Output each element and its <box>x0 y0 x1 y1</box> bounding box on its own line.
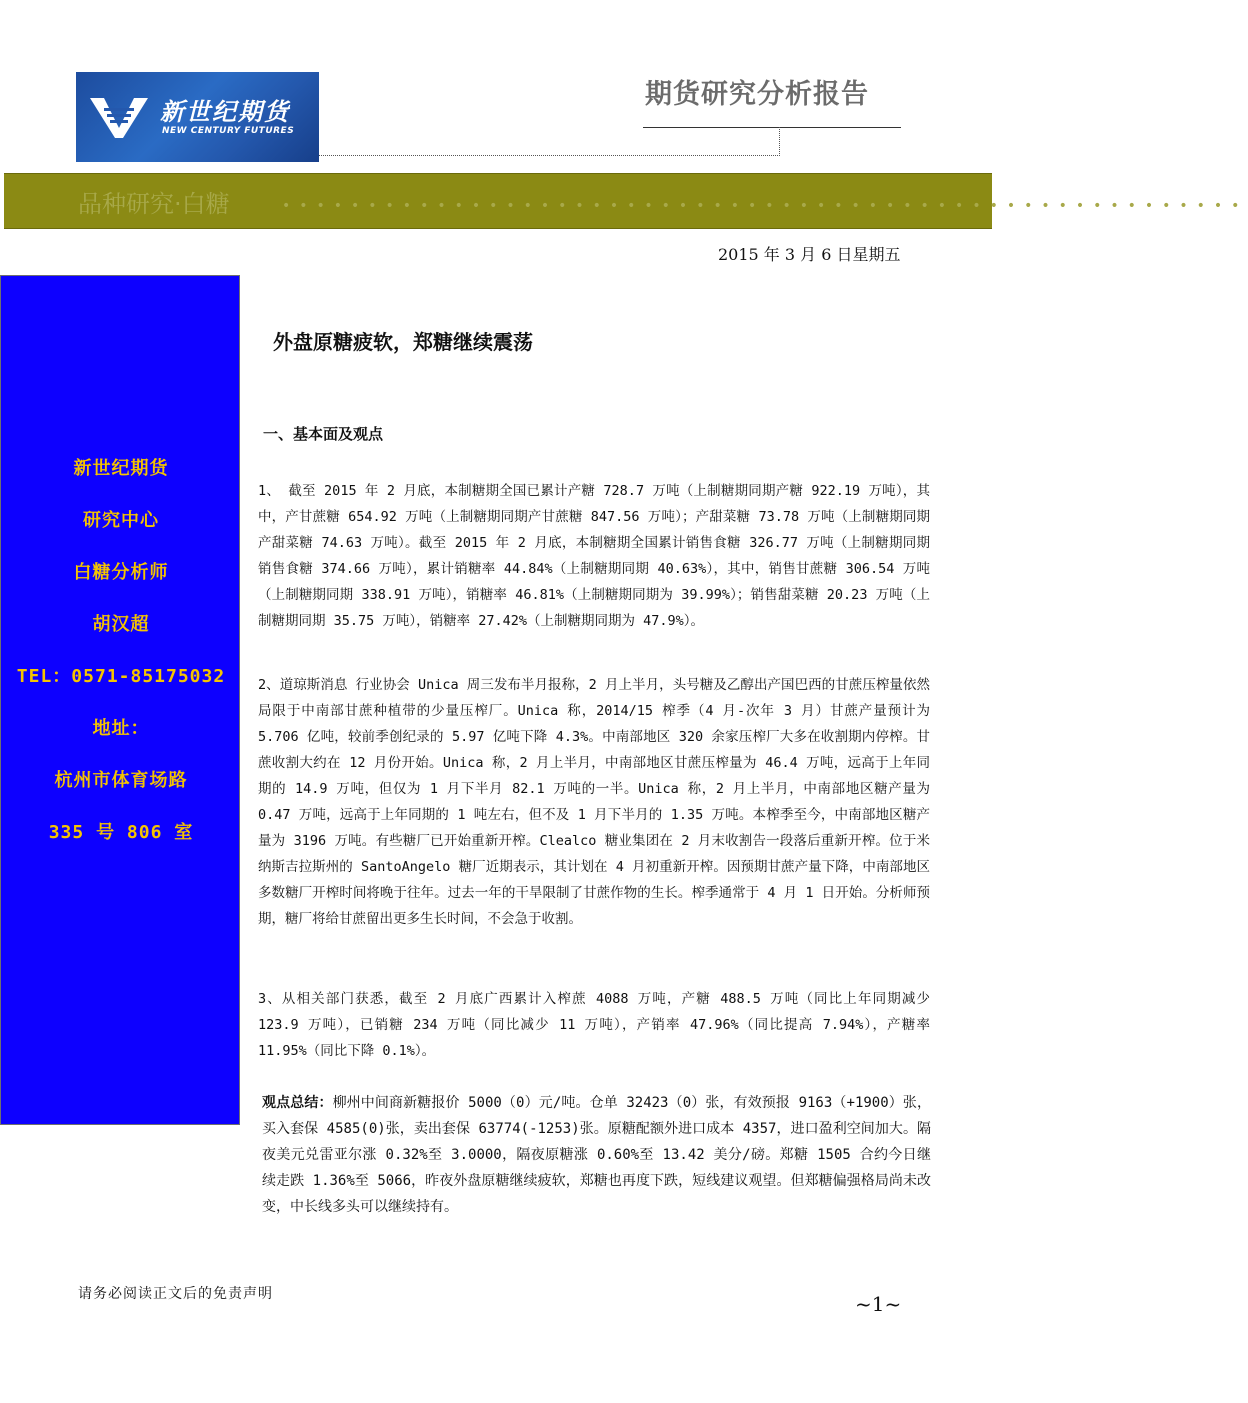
sidebar-address-room: 335 号 806 室 <box>48 822 194 843</box>
sidebar-department: 研究中心 <box>83 510 159 531</box>
sidebar-role: 白糖分析师 <box>73 562 169 583</box>
sidebar-analyst-name: 胡汉超 <box>92 614 150 635</box>
sidebar-phone: TEL：0571-85175032 <box>16 666 226 687</box>
header-dotted-line <box>319 155 780 156</box>
paragraph-1: 1、 截至 2015 年 2 月底，本制糖期全国已累计产糖 728.7 万吨（上制糖期同期产糖 922.19 万吨），其中，产甘蔗糖 654.92 万吨（上制糖期同期产甘蔗糖 847.56 万吨）；产甜菜糖 73.78 万吨（上制糖期同期产甜菜糖 74.63 万吨）。截至 2015 年 2 月底，本制糖期全国累计销售食糖 326.77 万吨（上制糖期同期销售食糖 374.66 万吨），累计销糖率 44.84%（上制糖期同期 40.63%），其中，销售甘蔗糖 306.54 万吨（上制糖期同期 338.91 万吨），销糖率 46.81%（上制糖期同期为 39.99%）；销售甜菜糖 20.23 万吨（上制糖期同期 35.75 万吨），销糖率 27.42%（上制糖期同期为 47.9%）。 <box>258 483 930 629</box>
sidebar-address-street: 杭州市体育场路 <box>54 770 188 791</box>
band-dot-leader: •••••••••••••••••••••••••••••••••••••••••••••••••••••••• <box>282 198 1248 214</box>
company-logo <box>76 72 319 162</box>
page-number: ~1~ <box>855 1292 902 1316</box>
logo-chinese-name: 新世纪期货 <box>160 97 290 126</box>
logo-emblem-icon <box>90 94 148 140</box>
footer-disclaimer: 请务必阅读正文后的免责声明 <box>78 1286 273 1302</box>
report-date: 2015 年 3 月 6 日星期五 <box>718 245 901 264</box>
paragraph-3: 3、从相关部门获悉，截至 2 月底广西累计入榨蔗 4088 万吨，产糖 488.5 万吨（同比上年同期减少 123.9 万吨），已销糖 234 万吨（同比减少 11 万吨），产销率 47.96%（同比提高 7.94%），产糖率 11.95%（同比下降 0.1%）。 <box>258 991 930 1059</box>
paragraph-2: 2、道琼斯消息 行业协会 Unica 周三发布半月报称，2 月上半月，头号糖及乙醇出产国巴西的甘蔗压榨量依然局限于中南部甘蔗种植带的少量压榨厂。Unica 称，2014/15 榨季（4 月-次年 3 月）甘蔗产量预计为 5.706 亿吨，较前季创纪录的 5.97 亿吨下降 4.3%。中南部地区 320 余家压榨厂大多在收割期内停榨。甘蔗收割大约在 12 月份开始。Unica 称，2 月上半月，中南部地区甘蔗压榨量为 46.4 万吨，远高于上年同期的 14.9 万吨，但仅为 1 月下半月 82.1 万吨的一半。Unica 称，2 月上半月，中南部地区糖产量为 0.47 万吨，远高于上年同期的 1 吨左右，但不及 1 月下半月的 1.35 万吨。本榨季至今，中南部地区糖产量为 3196 万吨。有些糖厂已开始重新开榨。Clealco 糖业集团在 2 月末收割告一段落后重新开榨。位于米纳斯吉拉斯州的 SantoAngelo 糖厂近期表示，其计划在 4 月初重新开榨。因预期甘蔗产量下降，中南部地区多数糖厂开榨时间将晚于往年。过去一年的干旱限制了甘蔗作物的生长。榨季通常于 4 月 1 日开始。分析师预期，糖厂将给甘蔗留出更多生长时间，不会急于收割。 <box>258 677 930 927</box>
report-title: 期货研究分析报告 <box>645 79 869 110</box>
article-title: 外盘原糖疲软，郑糖继续震荡 <box>273 330 533 354</box>
section-heading: 一、基本面及观点 <box>263 425 384 443</box>
summary-paragraph <box>262 1090 931 1220</box>
category-label: 品种研究·白糖 <box>78 190 230 218</box>
summary-label: 观点总结： <box>262 1095 333 1111</box>
header-dotted-connector <box>779 127 780 156</box>
sidebar-address-label: 地址： <box>92 718 150 739</box>
sidebar-company: 新世纪期货 <box>73 458 169 479</box>
title-underline <box>643 127 901 128</box>
summary-text: 柳州中间商新糖报价 5000（0）元/吨。仓单 32423（0）张，有效预报 9163（+1900）张，买入套保 4585(0)张，卖出套保 63774(-1253)张。原糖配额外进口成本 4357，进口盈利空间加大。隔夜美元兑雷亚尔涨 0.32%至 3.0000，隔夜原糖涨 0.60%至 13.42 美分/磅。郑糖 1505 合约今日继续走跌 1.36%至 5066，昨夜外盘原糖继续疲软，郑糖也再度下跌，短线建议观望。但郑糖偏强格局尚未改变，中长线多头可以继续持有。 <box>262 1095 931 1215</box>
logo-english-name: NEW CENTURY FUTURES <box>162 126 295 136</box>
analyst-sidebar <box>0 275 240 1125</box>
